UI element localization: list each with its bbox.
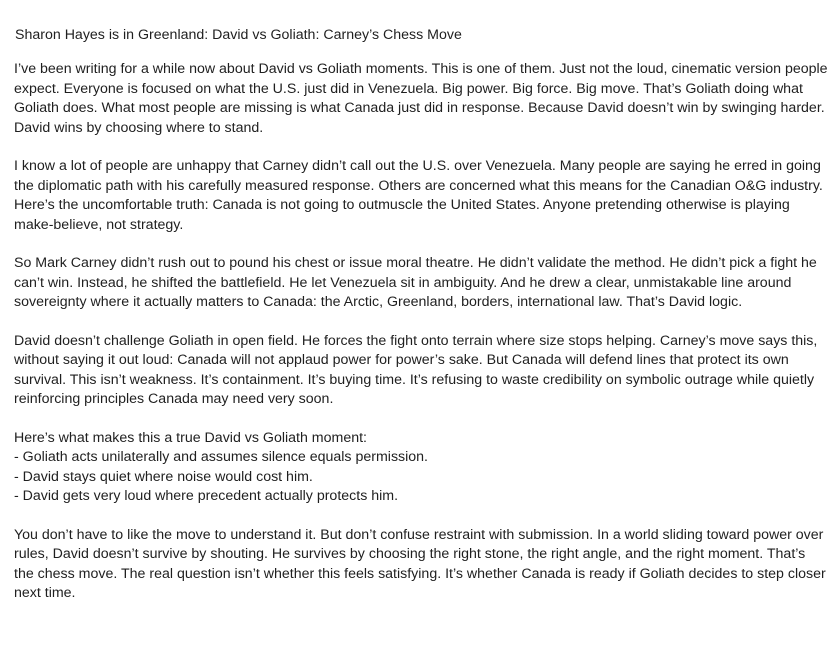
document-title: Sharon Hayes is in Greenland: David vs Goliath: Carney’s Chess Move bbox=[15, 27, 462, 43]
list-item: - David gets very loud where precedent actually protects him. bbox=[14, 488, 399, 504]
paragraph-closing: You don’t have to like the move to understand it. But don’t confuse restraint with submission. In a world sliding toward power over rules, David doesn’t survive by shouting. He survives by choosing the right stone, the right angle, and the right moment. That’s the chess move. The real question isn’t whether this feels satisfying. It’s whether Canada is ready if Goliath decides to step closer next time. bbox=[14, 526, 826, 601]
document-page bbox=[14, 26, 828, 623]
list-item: - David stays quiet where noise would cost him. bbox=[14, 468, 313, 485]
paragraph-carney-criticism: I know a lot of people are unhappy that Carney didn’t call out the U.S. over Venezuela. Many people are saying he erred in going the diplomatic path with his carefully measured response. Others are concerned what this means for the Canadian O&G industry. Here’s the uncomfortable truth: Canada is not going to outmuscle the United States. Anyone pretending otherwise is playing make-believe, not strategy. bbox=[14, 158, 823, 233]
paragraph-shifted-battlefield: So Mark Carney didn’t rush out to pound his chest or issue moral theatre. He didn’t validate the method. He didn’t pick a fight he can’t win. Instead, he shifted the battlefield. He let Venezuela sit in ambiguity. And he drew a clear, unmistakable line around sovereignty where it actually matters to Canada: the Arctic, Greenland, borders, international law. That’s David logic. bbox=[14, 255, 817, 310]
points-list bbox=[14, 448, 828, 507]
paragraph-containment: David doesn’t challenge Goliath in open field. He forces the fight onto terrain where size stops helping. Carney’s move says this, without saying it out loud: Canada will not applaud power for power’s sake. But Canada will defend lines that protect its own survival. This isn’t weakness. It’s containment. It’s buying time. It’s refusing to waste credibility on symbolic outrage while quietly reinforcing principles Canada may need very soon. bbox=[14, 332, 818, 407]
list-intro: Here’s what makes this a true David vs Goliath moment: bbox=[14, 429, 367, 446]
paragraph-intro: I’ve been writing for a while now about David vs Goliath moments. This is one of them. Just not the loud, cinematic version people expect. Everyone is focused on what the U.S. just did in Venezuela. Big power. Big force. Big move. That’s Goliath doing what Goliath does. What most people are missing is what Canada just did in response. Because David doesn’t win by swinging harder. David wins by choosing where to stand. bbox=[14, 61, 828, 136]
list-item: - Goliath acts unilaterally and assumes silence equals permission. bbox=[14, 449, 429, 465]
